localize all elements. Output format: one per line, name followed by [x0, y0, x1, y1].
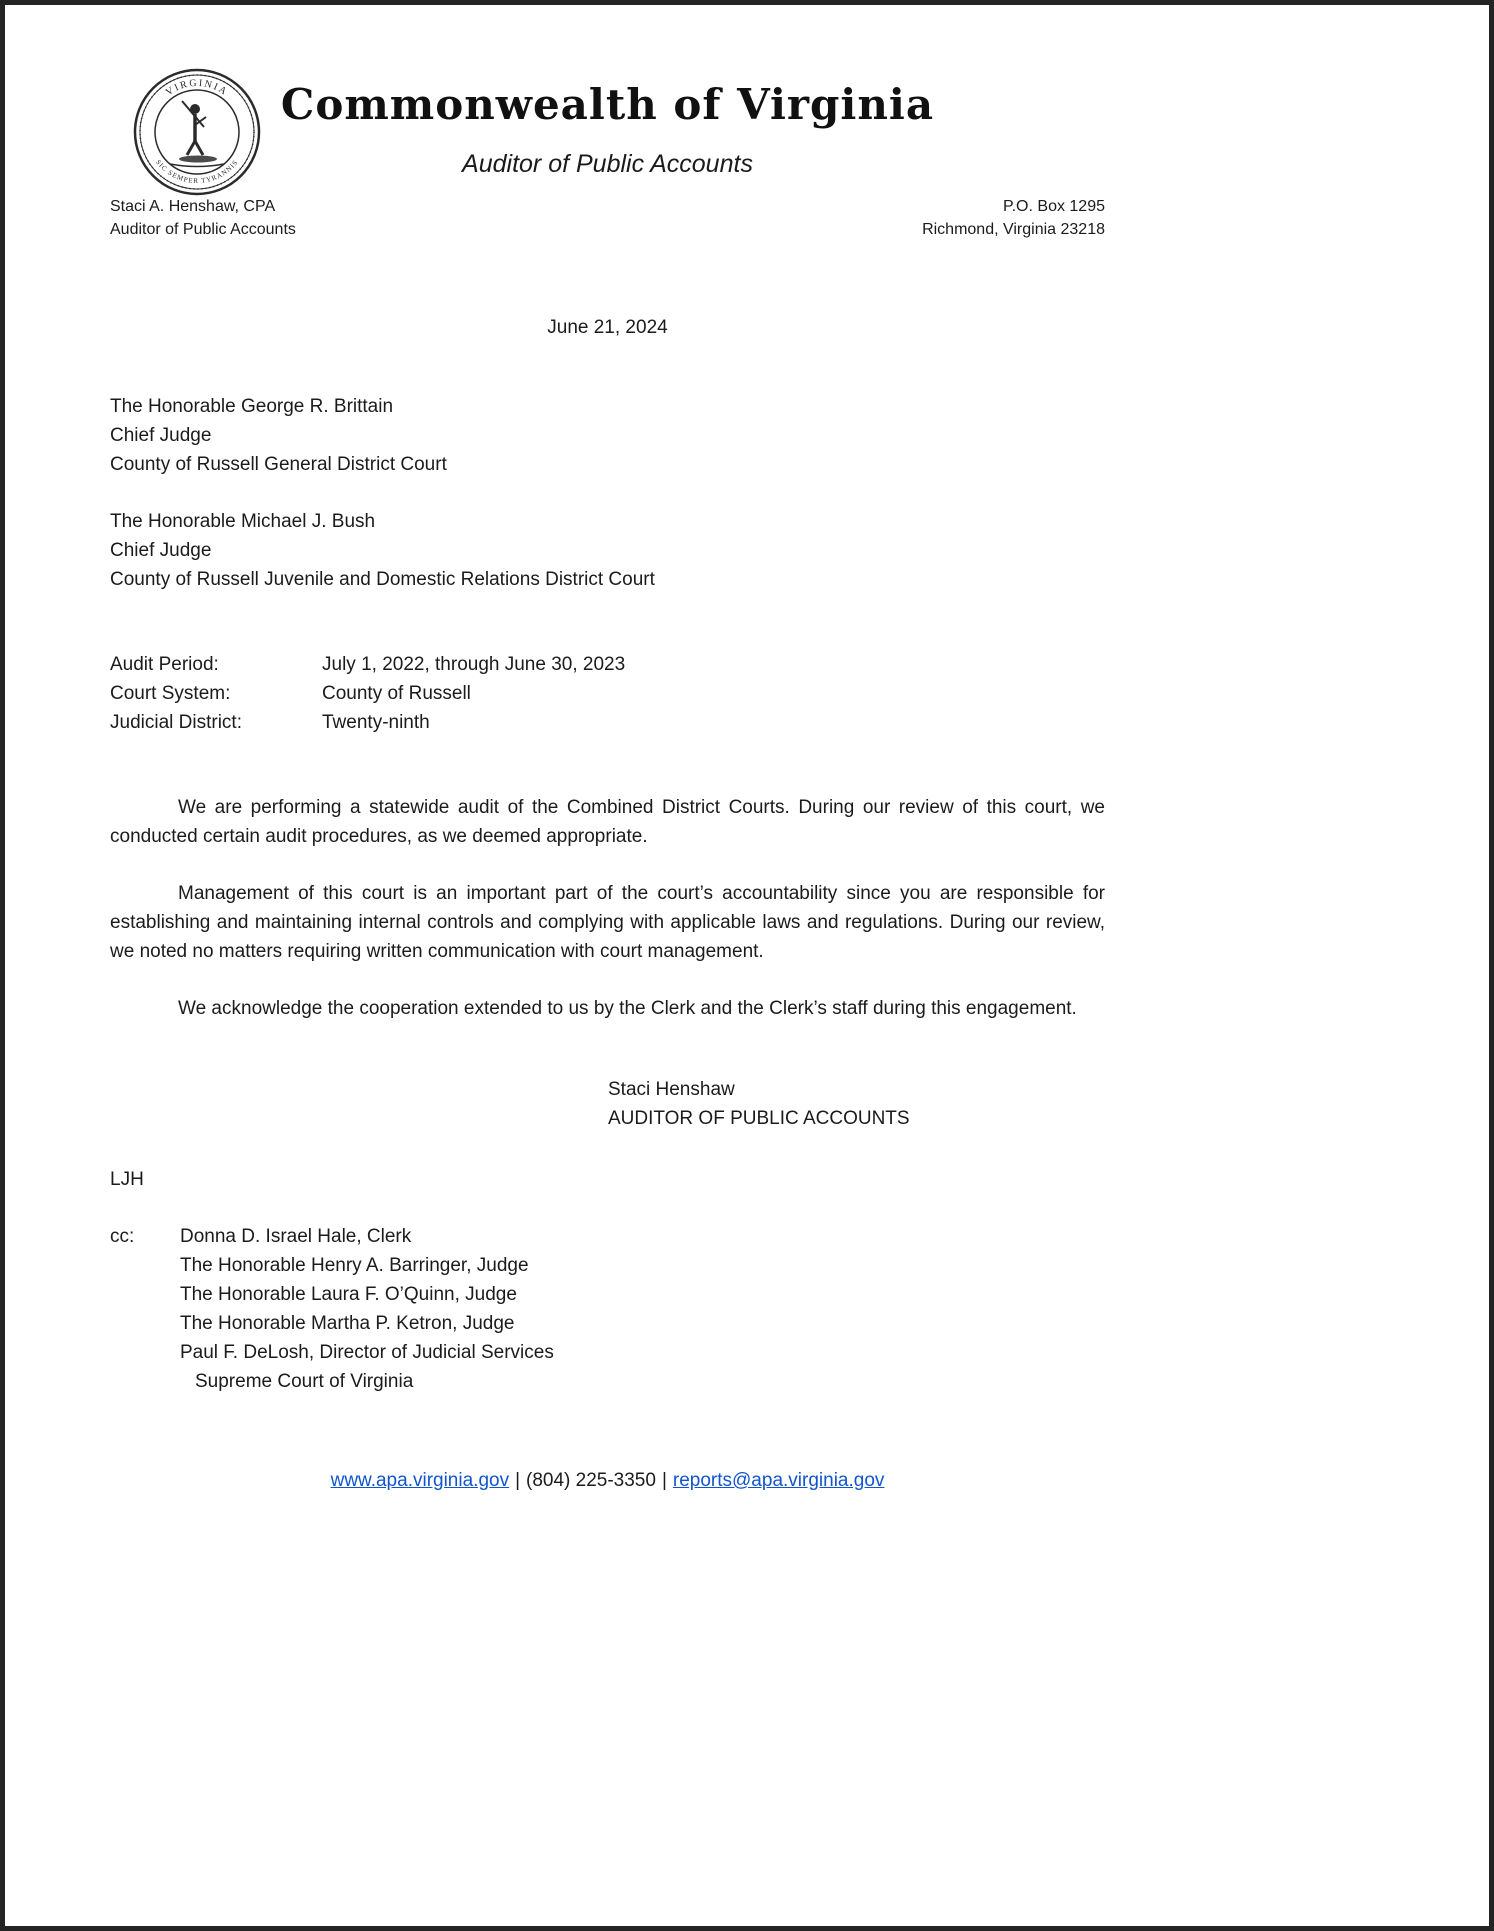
recipient-court: County of Russell Juvenile and Domestic Relations District Court — [110, 569, 655, 590]
official-block — [110, 195, 296, 241]
virginia-state-seal-icon — [132, 67, 262, 197]
letter-content — [110, 67, 1105, 1495]
recipient-block — [110, 507, 1105, 594]
svg-text:SIC SEMPER TYRANNIS: SIC SEMPER TYRANNIS — [154, 158, 240, 186]
city-state-zip: Richmond, Virginia 23218 — [922, 221, 1105, 238]
cc-entry: The Honorable Martha P. Ketron, Judge — [180, 1313, 515, 1334]
audit-info — [110, 650, 1105, 737]
typist-initials: LJH — [110, 1169, 144, 1190]
judicial-district-label: Judicial District: — [110, 712, 242, 733]
footer-contact-line — [110, 1466, 1105, 1495]
address-block — [922, 195, 1105, 241]
recipient-block — [110, 392, 1105, 479]
audit-row — [110, 708, 1105, 737]
website-link[interactable]: www.apa.virginia.gov — [330, 1470, 510, 1491]
letter-date: June 21, 2024 — [547, 317, 668, 338]
po-box: P.O. Box 1295 — [1003, 198, 1105, 215]
audit-period-value: July 1, 2022, through June 30, 2023 — [322, 654, 626, 675]
audit-row — [110, 650, 1105, 679]
email-link[interactable]: reports@apa.virginia.gov — [672, 1470, 885, 1491]
svg-text:VIRGINIA: VIRGINIA — [163, 77, 231, 99]
official-title: Auditor of Public Accounts — [110, 221, 296, 238]
cc-entry: Donna D. Israel Hale, Clerk — [180, 1226, 412, 1247]
audit-period-label: Audit Period: — [110, 654, 219, 675]
footer-separator: | — [515, 1470, 521, 1491]
signer-name: Staci Henshaw — [608, 1079, 735, 1100]
paragraph: Management of this court is an important part of the court’s accountability since you are responsible for establishing and maintaining internal controls and complying with applicable laws and regulations. During our review, we noted no matters requiring written communication with court management. — [110, 883, 1105, 962]
recipient-name: The Honorable George R. Brittain — [110, 396, 394, 417]
cc-entry: The Honorable Henry A. Barringer, Judge — [180, 1255, 529, 1276]
org-subtitle: Auditor of Public Accounts — [462, 150, 753, 178]
cc-sub-entry: Supreme Court of Virginia — [195, 1371, 414, 1392]
recipient-name: The Honorable Michael J. Bush — [110, 511, 376, 532]
judicial-district-value: Twenty-ninth — [322, 712, 430, 733]
recipient-court: County of Russell General District Court — [110, 454, 447, 475]
letter-body — [110, 793, 1105, 1023]
footer-separator: | — [661, 1470, 667, 1491]
recipient-title: Chief Judge — [110, 425, 212, 446]
cc-entries — [180, 1222, 554, 1396]
cc-entry: The Honorable Laura F. O’Quinn, Judge — [180, 1284, 517, 1305]
paragraph: We acknowledge the cooperation extended to us by the Clerk and the Clerk’s staff during this engagement. — [178, 998, 1077, 1019]
cc-entry: Paul F. DeLosh, Director of Judicial Services — [180, 1342, 554, 1363]
audit-row — [110, 679, 1105, 708]
cc-block — [110, 1222, 1105, 1396]
court-system-label: Court System: — [110, 683, 231, 704]
phone-number: (804) 225-3350 — [526, 1470, 656, 1491]
letterhead — [110, 67, 1105, 257]
official-name: Staci A. Henshaw, CPA — [110, 198, 276, 215]
signature-block — [608, 1075, 1105, 1133]
recipient-title: Chief Judge — [110, 540, 212, 561]
signer-title: AUDITOR OF PUBLIC ACCOUNTS — [608, 1108, 910, 1129]
org-title: Commonwealth of Virginia — [280, 80, 935, 129]
court-system-value: County of Russell — [322, 683, 471, 704]
cc-label: cc: — [110, 1226, 135, 1247]
paragraph: We are performing a statewide audit of the Combined District Courts. During our review of this court, we conducted certain audit procedures, as we deemed appropriate. — [110, 797, 1105, 847]
